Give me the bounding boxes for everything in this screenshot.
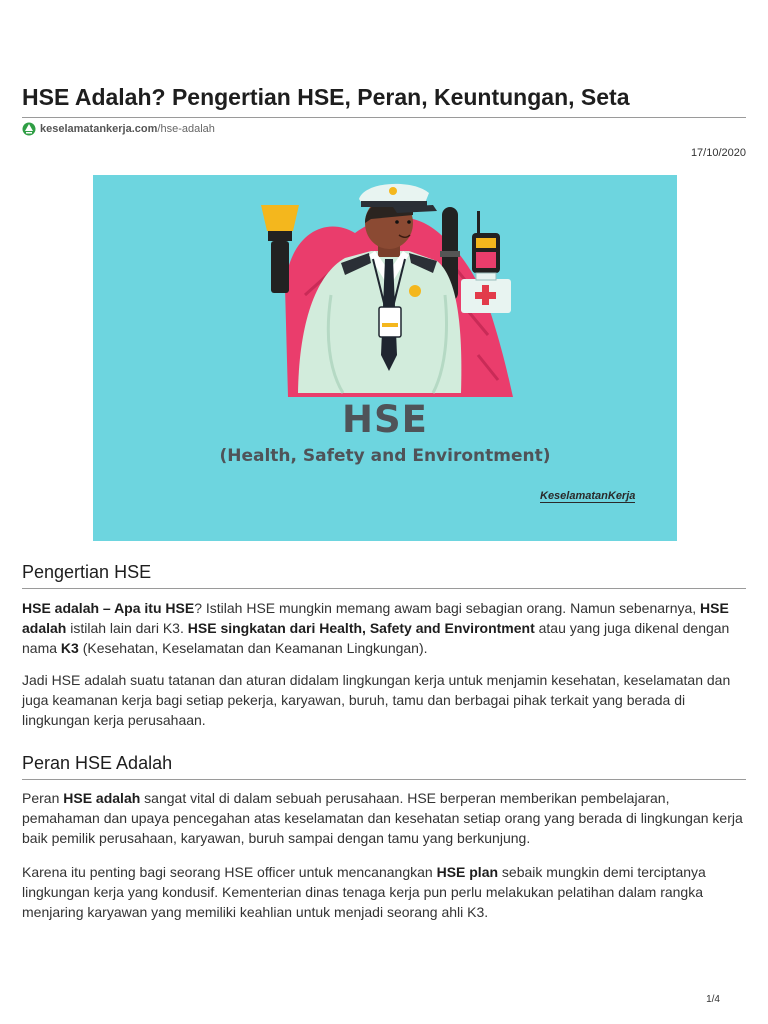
- section-divider: [22, 588, 746, 589]
- paragraph-peran-2: [22, 862, 750, 922]
- officer-figure: [298, 184, 461, 393]
- bold-text: HSE adalah – Apa itu HSE: [22, 600, 195, 616]
- source-domain[interactable]: keselamatankerja.com: [40, 123, 158, 135]
- paragraph-pengertian-2: Jadi HSE adalah suatu tatanan dan aturan didalam lingkungan kerja untuk menjamin kesehatan, keselamatan dan juga keamanan kerja bagi setiap pekerja, karyawan, buruh, tamu dan berbagai pihak terkait yang berada di lingkungan kerja perusahaan.: [22, 672, 731, 728]
- page-title: HSE Adalah? Pengertian HSE, Peran, Keuntungan, Seta: [22, 84, 630, 110]
- hero-subheading: (Health, Safety and Environtment): [219, 446, 551, 466]
- text-span: Karena itu penting bagi seorang HSE officer untuk mencanangkan: [22, 864, 437, 880]
- bold-text: HSE plan: [436, 864, 499, 880]
- hero-brand-logo: KeselamatanKerja: [540, 490, 636, 502]
- title-divider: [22, 117, 746, 118]
- page-number: 1/4: [706, 994, 720, 1005]
- section-heading-pengertian: Pengertian HSE: [22, 562, 152, 582]
- publish-date: 17/10/2020: [690, 147, 746, 159]
- section-divider: [22, 779, 746, 780]
- bold-text: HSE singkatan dari Health, Safety and Environtment: [187, 620, 535, 636]
- source-link[interactable]: [22, 122, 215, 136]
- text-span: Peran: [22, 790, 64, 806]
- text-span: ? Istilah HSE mungkin memang awam bagi sebagian orang. Namun sebenarnya,: [194, 600, 701, 616]
- text-span: (Kesehatan, Keselamatan dan Keamanan Lingkungan).: [78, 640, 428, 656]
- bold-text: HSE adalah: [22, 600, 729, 636]
- bold-text: K3: [60, 640, 79, 656]
- site-logo-icon: [22, 122, 36, 136]
- hero-heading: HSE: [342, 398, 428, 441]
- bold-text: HSE adalah: [63, 790, 141, 806]
- text-span: atau yang juga dikenal dengan nama: [22, 620, 730, 656]
- hero-image: [93, 175, 677, 541]
- source-path[interactable]: /hse-adalah: [157, 123, 215, 135]
- walkie-talkie-icon: [472, 211, 500, 273]
- paragraph-peran-1: [22, 788, 750, 848]
- paragraph-pengertian-1: [22, 598, 750, 658]
- text-span: istilah lain dari K3.: [66, 620, 188, 636]
- text-span: sebaik mungkin demi terciptanya lingkungan kerja yang kondusif. Kementerian dinas tenaga kerja pun perlu melakukan pelatihan dalam rangka menjaring karyawan yang memiliki keahlian untuk menjadi seorang ahli K3.: [22, 864, 706, 920]
- first-aid-kit-icon: [461, 273, 511, 313]
- section-heading-peran: Peran HSE Adalah: [22, 753, 173, 773]
- hse-officer-illustration: [93, 175, 677, 541]
- text-span: sangat vital di dalam sebuah perusahaan. HSE berperan memberikan pembelajaran, pemahaman dan upaya pencegahan atas keselamatan dan kesehatan setiap orang yang berada di lingkungan kerja baik pemilik perusahaan, karyawan, buruh sampai dengan tamu yang berkunjung.: [22, 790, 743, 846]
